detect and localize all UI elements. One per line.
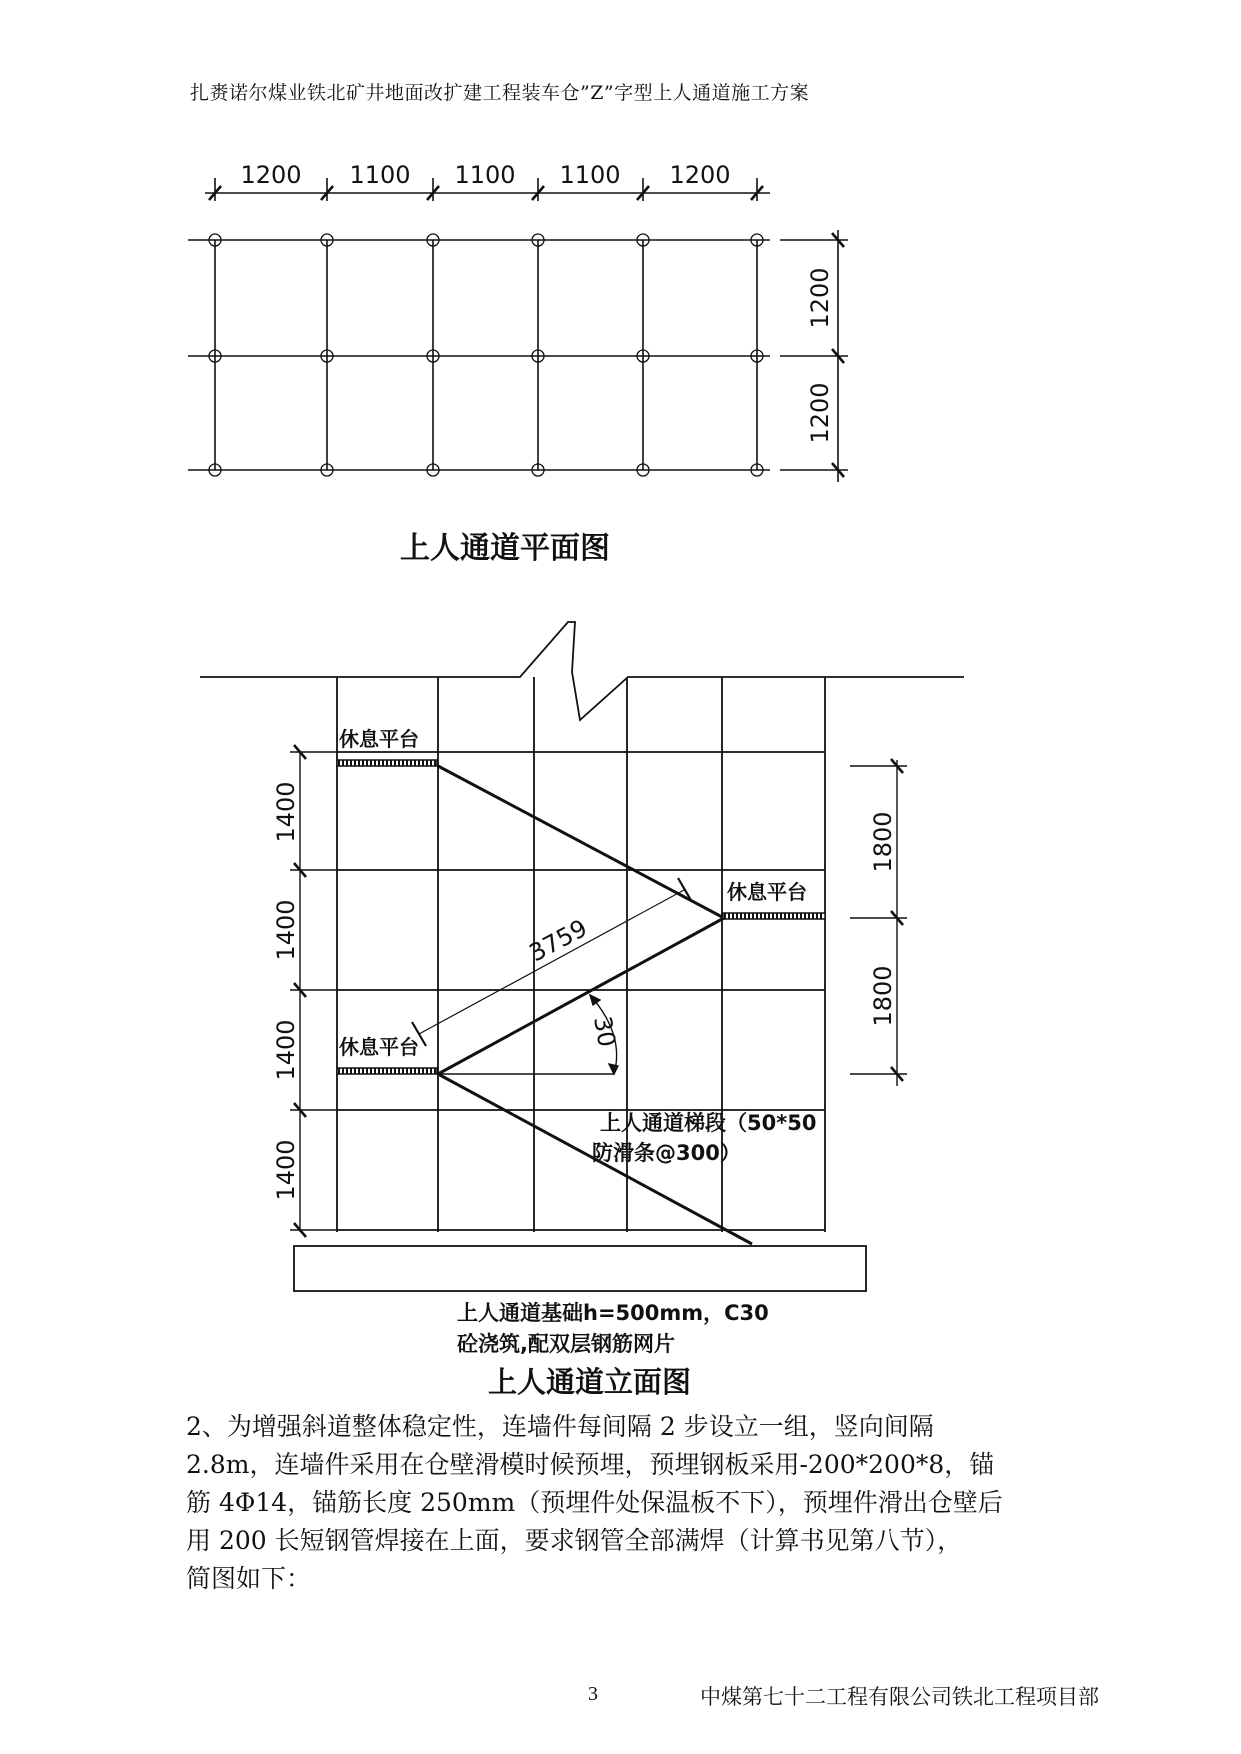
paragraph-line-3: 筋 4Φ14，锚筋长度 250mm（预埋件处保温板不下），预埋件滑出仓壁后 bbox=[186, 1488, 1003, 1517]
stair-note-line1: 上人通道梯段（50*50 bbox=[600, 1111, 817, 1135]
body-paragraph bbox=[186, 1408, 1106, 1598]
right-dim-2: 1800 bbox=[869, 965, 897, 1027]
foundation-slab bbox=[294, 1246, 866, 1291]
stair-note-line2: 防滑条@300） bbox=[592, 1141, 741, 1165]
paragraph-line-5: 简图如下： bbox=[186, 1564, 312, 1593]
right-dim-1: 1800 bbox=[869, 811, 897, 873]
elevation-caption: 上人通道立面图 bbox=[488, 1365, 692, 1399]
platform-label-top: 休息平台 bbox=[339, 727, 419, 751]
plan-grid bbox=[188, 240, 770, 470]
left-dim-1: 1400 bbox=[272, 781, 300, 843]
plan-pole-markers bbox=[209, 234, 763, 476]
plan-top-dim-1: 1200 bbox=[240, 161, 302, 189]
platform-label-bottom: 休息平台 bbox=[339, 1035, 419, 1059]
document-header: 扎赉诺尔煤业铁北矿井地面改扩建工程装车仓”Z”字型上人通道施工方案 bbox=[190, 82, 810, 104]
elevation-right-dim bbox=[850, 759, 907, 1086]
plan-top-dim-3: 1100 bbox=[454, 161, 516, 189]
plan-top-dim-4: 1100 bbox=[559, 161, 621, 189]
diagonal-dimension bbox=[412, 878, 692, 1046]
paragraph-line-1: 2、为增强斜道整体稳定性，连墙件每间隔 2 步设立一组，竖向间隔 bbox=[186, 1412, 934, 1441]
diagonal-length-label: 3759 bbox=[524, 913, 592, 968]
paragraph-line-2: 2.8m，连墙件采用在仓壁滑模时候预埋，预埋钢板采用-200*200*8，锚 bbox=[186, 1450, 995, 1479]
stair-flights bbox=[438, 766, 752, 1244]
platform-label-middle: 休息平台 bbox=[727, 880, 807, 904]
left-dim-2: 1400 bbox=[272, 899, 300, 961]
plan-side-dim-2: 1200 bbox=[806, 382, 834, 444]
angle-label: 30 bbox=[588, 1014, 621, 1050]
plan-view bbox=[188, 178, 848, 482]
footer-organization: 中煤第七十二工程有限公司铁北工程项目部 bbox=[700, 1685, 1099, 1709]
plan-side-dim-1: 1200 bbox=[806, 267, 834, 329]
paragraph-line-4: 用 200 长短钢管焊接在上面，要求钢管全部满焊（计算书见第八节）， bbox=[186, 1526, 963, 1555]
plan-top-dim-5: 1200 bbox=[669, 161, 731, 189]
left-dim-3: 1400 bbox=[272, 1019, 300, 1081]
ground-break-line bbox=[200, 622, 964, 720]
plan-top-dim-2: 1100 bbox=[349, 161, 411, 189]
elevation-view bbox=[200, 622, 964, 1291]
page-number: 3 bbox=[588, 1683, 598, 1705]
rest-platforms bbox=[337, 760, 825, 1074]
foundation-note-line2: 砼浇筑,配双层钢筋网片 bbox=[457, 1332, 675, 1356]
foundation-note-line1: 上人通道基础h=500mm，C30 bbox=[457, 1301, 769, 1325]
left-dim-4: 1400 bbox=[272, 1139, 300, 1201]
elevation-texts bbox=[272, 727, 897, 1356]
plan-caption: 上人通道平面图 bbox=[400, 531, 610, 566]
